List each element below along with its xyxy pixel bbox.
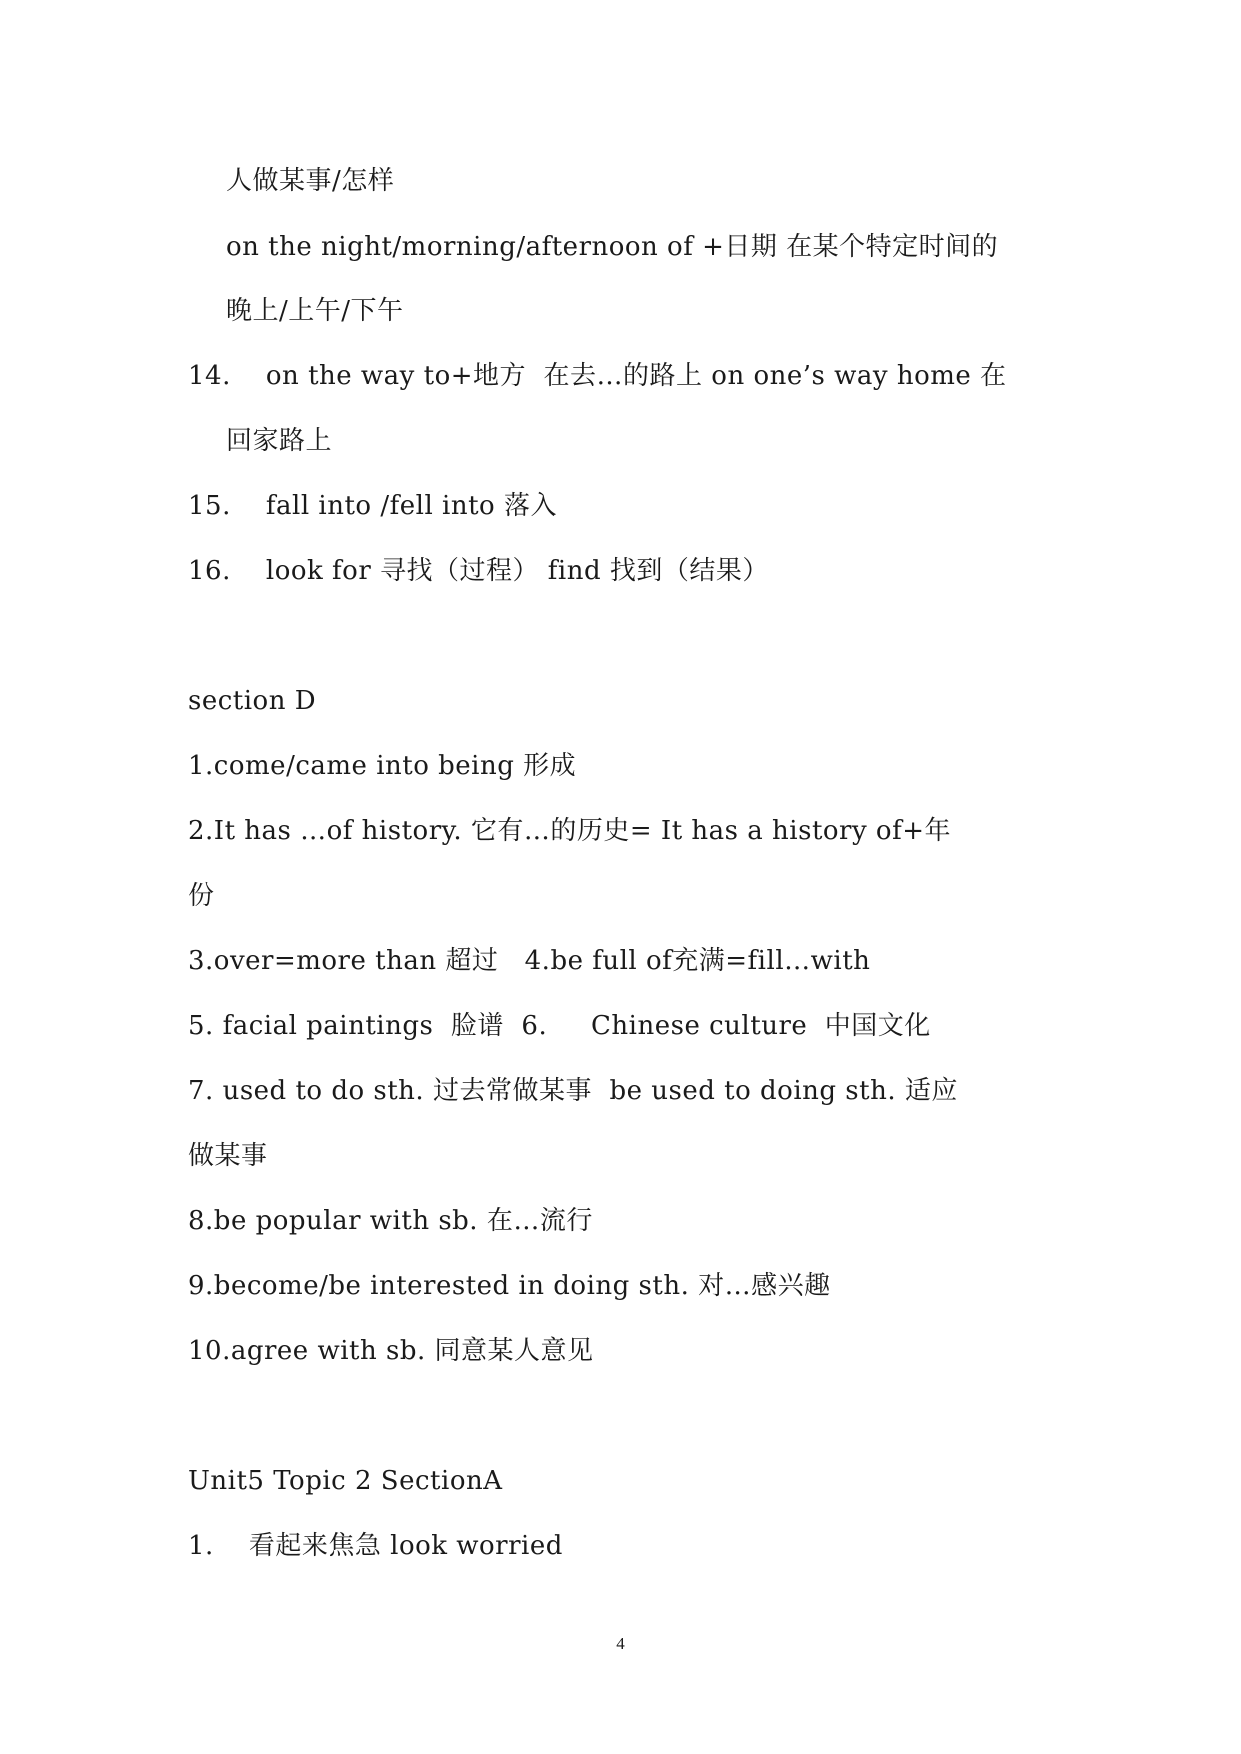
list-item: 9.become/be interested in doing sth. 对…感兴趣	[188, 1271, 831, 1301]
list-item: 10.agree with sb. 同意某人意见	[188, 1336, 594, 1366]
text-line: 份	[188, 881, 215, 911]
list-item: 1.come/came into being 形成	[188, 751, 577, 781]
list-item: 8.be popular with sb. 在…流行	[188, 1206, 593, 1236]
list-item: 15. fall into /fell into 落入	[188, 491, 557, 521]
page-number: 4	[616, 1634, 625, 1653]
list-item: 3.over=more than 超过 4.be full of充满=fill…with	[188, 946, 871, 976]
text-line: 晚上/上午/下午	[226, 296, 404, 326]
list-item: 7. used to do sth. 过去常做某事 be used to doing sth. 适应	[188, 1076, 958, 1106]
section-heading: section D	[188, 686, 317, 716]
list-item: 5. facial paintings 脸谱 6. Chinese culture 中国文化	[188, 1011, 931, 1041]
list-item: 14. on the way to+地方 在去…的路上 on one’s way home 在	[188, 361, 1007, 391]
text-line: 回家路上	[226, 426, 333, 456]
text-line: 做某事	[188, 1141, 268, 1171]
list-item: 16. look for 寻找（过程） find 找到（结果）	[188, 556, 769, 586]
list-item: 1. 看起来焦急 look worried	[188, 1531, 563, 1561]
text-line: on the night/morning/afternoon of +日期 在某个特定时间的	[226, 232, 999, 262]
list-item: 2.It has …of history. 它有…的历史= It has a history of+年	[188, 816, 951, 846]
text-line: 人做某事/怎样	[226, 166, 395, 196]
section-heading: Unit5 Topic 2 SectionA	[188, 1466, 503, 1496]
